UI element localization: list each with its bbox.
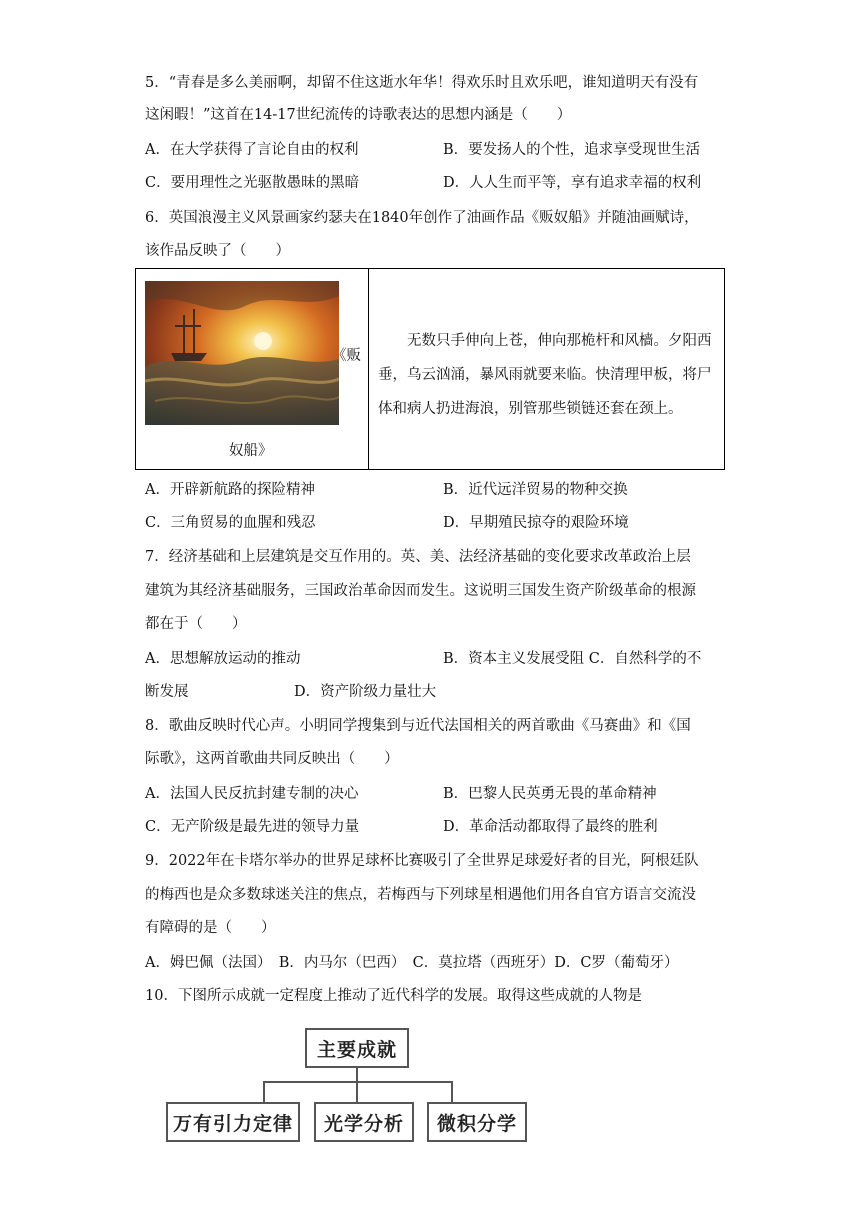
connector-right — [451, 1081, 453, 1102]
q9-stem-line3: 有障碍的是（ ） — [145, 920, 276, 936]
q6-material-table — [135, 268, 725, 470]
q10-stem: 10．下图所示成就一定程度上推动了近代科学的发展。取得这些成就的人物是 — [145, 988, 642, 1004]
painting-caption-part1: 《贩 — [332, 348, 361, 364]
q6-option-c: C．三角贸易的血腥和残忍 — [145, 515, 316, 531]
painting-caption-part2: 奴船》 — [229, 443, 273, 459]
q7-stem-line1: 7．经济基础和上层建筑是交互作用的。英、美、法经济基础的变化要求改革政治上层 — [145, 549, 691, 565]
connector-middle — [356, 1081, 358, 1102]
table-divider — [368, 269, 369, 469]
q5-stem-line2: 这闲暇！”这首在14-17世纪流传的诗歌表达的思想内涵是（ ） — [145, 107, 572, 123]
q6-option-d: D．早期殖民掠夺的艰险环境 — [443, 515, 629, 531]
connector-left — [263, 1081, 265, 1102]
q5-option-b: B．要发扬人的个性，追求享受现世生活 — [443, 142, 701, 158]
q9-options: A．姆巴佩（法国） B．内马尔（巴西） C．莫拉塔（西班牙）D．C罗（葡萄牙） — [145, 955, 679, 971]
q7-option-c-continued: 断发展 — [145, 684, 189, 700]
q8-option-a: A．法国人民反抗封建专制的决心 — [145, 786, 359, 802]
q6-stem-line1: 6．英国浪漫主义风景画家约瑟夫在1840年创作了油画作品《贩奴船》并随油画赋诗， — [145, 210, 699, 226]
q8-option-d: D．革命活动都取得了最终的胜利 — [443, 819, 658, 835]
diagram-child-calculus: 微积分学 — [427, 1102, 527, 1142]
q6-option-b: B．近代远洋贸易的物种交换 — [443, 482, 628, 498]
q5-stem-line1: 5．“青春是多么美丽啊，却留不住这逝水年华！得欢乐时且欢乐吧，谁知道明天有没有 — [145, 75, 699, 91]
q6-option-a: A．开辟新航路的探险精神 — [145, 482, 315, 498]
q5-option-d: D．人人生而平等，享有追求幸福的权利 — [443, 175, 702, 191]
q8-stem-line1: 8．歌曲反映时代心声。小明同学搜集到与近代法国相关的两首歌曲《马赛曲》和《国 — [145, 718, 691, 734]
q5-option-a: A．在大学获得了言论自由的权利 — [145, 142, 359, 158]
diagram-child-optics: 光学分析 — [314, 1102, 414, 1142]
q7-stem-line2: 建筑为其经济基础服务，三国政治革命因而发生。这说明三国发生资产阶级革命的根源 — [145, 583, 696, 599]
q9-stem-line1: 9．2022年在卡塔尔举办的世界足球杯比赛吸引了全世界足球爱好者的目光，阿根廷队 — [145, 853, 699, 869]
q7-stem-line3: 都在于（ ） — [145, 616, 247, 632]
q8-option-b: B．巴黎人民英勇无畏的革命精神 — [443, 786, 657, 802]
q9-stem-line2: 的梅西也是众多数球迷关注的焦点，若梅西与下列球星相遇他们用各自官方语言交流没 — [145, 887, 696, 903]
q6-stem-line2: 该作品反映了（ ） — [145, 243, 290, 259]
connector-horizontal — [263, 1081, 453, 1083]
q5-option-c: C．要用理性之光驱散愚昧的黑暗 — [145, 175, 360, 191]
diagram-root-box: 主要成就 — [305, 1028, 409, 1068]
poem-text: 无数只手伸向上苍，伸向那桅杆和风樯。夕阳西垂，乌云汹涌，暴风雨就要来临。快清理甲板，将尸体和病人扔进海浪，别管那些锁链还套在颈上。 — [378, 333, 712, 417]
q8-stem-line2: 际歌》，这两首歌曲共同反映出（ ） — [145, 751, 399, 767]
q7-option-a: A．思想解放运动的推动 — [145, 651, 301, 667]
connector-root-vertical — [356, 1068, 358, 1082]
slave-ship-painting — [145, 281, 339, 425]
q7-option-d: D．资产阶级力量壮大 — [294, 684, 437, 700]
q7-option-bc: B．资本主义发展受阻 C．自然科学的不 — [443, 651, 702, 667]
q8-option-c: C．无产阶级是最先进的领导力量 — [145, 819, 360, 835]
diagram-child-gravitation: 万有引力定律 — [166, 1102, 300, 1142]
